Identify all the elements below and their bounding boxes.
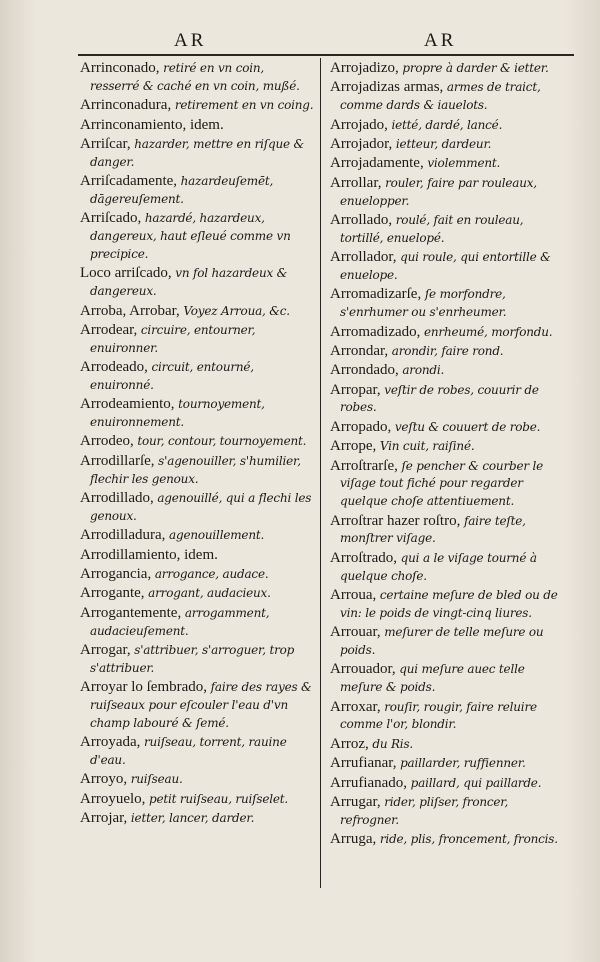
dictionary-entry [80, 734, 316, 770]
entry-translation: ietté, dardé, lancé. [387, 117, 503, 132]
dictionary-entry [330, 419, 568, 437]
dictionary-entry [330, 60, 568, 78]
dictionary-entry [330, 249, 568, 285]
entry-headword: Arropar, [330, 381, 381, 398]
entry-headword: Arruga, [330, 831, 377, 848]
dictionary-entry [80, 547, 316, 565]
entry-translation: rider, pliſser, froncer, refrogner. [340, 794, 509, 827]
entry-translation: paillarder, ruffienner. [396, 756, 526, 771]
entry-headword: Arrojadamente, [330, 155, 424, 172]
entry-headword: Arroyar lo ſembrado, [80, 679, 208, 696]
entry-translation: arrogant, audacieux. [144, 586, 271, 601]
dictionary-entry [80, 210, 316, 263]
entry-translation: veſtu & couuert de robe. [391, 419, 541, 434]
dictionary-entry [330, 382, 568, 418]
entry-translation: ruiſseau, torrent, rauine d'eau. [90, 735, 287, 767]
entry-translation: ietteur, dardeur. [392, 136, 492, 151]
column-divider [320, 58, 321, 888]
dictionary-entry [80, 97, 316, 115]
entry-translation: hazardé, hazardeux, dangereux, haut eſleué comme vn precipice. [90, 211, 291, 261]
dictionary-entry [330, 155, 568, 173]
dictionary-entry [330, 755, 568, 773]
entry-headword: Arroba, Arrobar, [80, 302, 180, 319]
entry-translation: ietter, lancer, darder. [127, 811, 255, 826]
entry-translation: agenouillé, qui a flechi les genoux. [90, 491, 312, 523]
entry-headword: Arrogante, [80, 585, 145, 602]
dictionary-entry [330, 513, 568, 549]
entry-headword: Arrinconamiento, idem. [80, 116, 224, 133]
entry-headword: Arromadizado, [330, 323, 421, 340]
entry-translation: Voyez Arroua, &c. [179, 303, 290, 318]
dictionary-entry [330, 438, 568, 456]
entry-translation: armes de traict, comme dards & iauelots. [340, 80, 541, 113]
entry-translation: agenouillement. [165, 528, 265, 543]
entry-translation: du Ris. [368, 736, 414, 751]
dictionary-entry [80, 605, 316, 641]
entry-translation: violemment. [423, 156, 501, 171]
dictionary-entry [330, 212, 568, 248]
entry-headword: Arroua, [330, 587, 377, 603]
dictionary-entry [80, 453, 316, 489]
entry-headword: Arrinconado, [80, 60, 160, 76]
dictionary-entry [80, 173, 316, 209]
entry-headword: Arroyada, [80, 734, 141, 751]
entry-translation: arrogance, audace. [151, 567, 269, 582]
entry-headword: Arrondado, [330, 362, 399, 379]
entry-translation: arondir, faire rond. [388, 343, 504, 358]
dictionary-entry [330, 587, 568, 623]
entry-headword: Arriſcado, [80, 210, 142, 227]
entry-translation: propre à darder & ietter. [398, 61, 549, 75]
entry-headword: Arrollar, [330, 174, 382, 191]
dictionary-entry [330, 550, 568, 586]
entry-headword: Arrogantemente, [80, 604, 182, 621]
dictionary-entry [80, 527, 316, 545]
entry-translation: arondi. [398, 363, 445, 378]
entry-translation: hazarder, mettre en riſque & danger. [90, 136, 305, 169]
entry-translation: arrogamment, audacieuſement. [90, 605, 270, 638]
dictionary-entry [330, 736, 568, 754]
header-left-letters: AR [174, 30, 207, 51]
entry-headword: Arromadizarſe, [330, 286, 422, 303]
entry-translation: certaine meſure de bled ou de vin: le poids de vingt-cinq liures. [340, 588, 558, 620]
entry-headword: Arroſtrarſe, [330, 457, 398, 474]
entry-headword: Arroſtrado, [330, 549, 398, 566]
entry-translation: rouſir, rougir, faire reluire comme l'or, blondir. [340, 699, 537, 732]
entry-translation: ſe pencher & courber le viſage tout fiché pour regarder quelque choſe attentiuement. [340, 458, 544, 509]
entry-translation: paillard, qui paillarde. [407, 775, 542, 790]
entry-headword: Arrogar, [80, 641, 131, 658]
dictionary-entry [80, 359, 316, 395]
entry-translation: retirement en vn coing. [171, 98, 314, 113]
dictionary-entry [80, 585, 316, 603]
dictionary-entry [80, 60, 316, 96]
dictionary-entry [80, 566, 316, 584]
entry-headword: Arroſtrar hazer roſtro, [330, 512, 461, 529]
dictionary-entry [330, 661, 568, 697]
dictionary-entry [330, 117, 568, 135]
entry-headword: Arroz, [330, 735, 369, 752]
entry-headword: Loco arriſcado, [80, 265, 172, 282]
entry-headword: Arrinconadura, [80, 97, 172, 114]
right-column [330, 60, 568, 851]
entry-translation: qui a le viſage tourné à quelque choſe. [340, 550, 537, 583]
dictionary-entry [80, 433, 316, 451]
entry-translation: ride, plis, froncement, froncis. [376, 832, 558, 847]
entry-translation: veſtir de robes, couurir de robes. [340, 382, 539, 415]
entry-translation: roulé, fait en rouleau, tortillé, enuelopé. [340, 212, 524, 245]
entry-translation: ruiſseau. [127, 772, 183, 787]
entry-headword: Arrufianar, [330, 755, 397, 772]
entry-headword: Arrodeo, [80, 433, 134, 450]
entry-headword: Arrojadizo, [330, 60, 399, 76]
entry-translation: meſurer de telle meſure ou poids. [340, 625, 544, 657]
entry-headword: Arrojador, [330, 135, 393, 152]
dictionary-entry [330, 286, 568, 322]
dictionary-entry [80, 117, 316, 135]
dictionary-entry [330, 324, 568, 342]
dictionary-entry [80, 265, 316, 301]
entry-translation: rouler, faire par rouleaux, enuelopper. [340, 175, 537, 208]
entry-headword: Arroxar, [330, 698, 381, 715]
entry-translation: retiré en vn coin, resserré & caché en vn coin, mußé. [90, 61, 300, 93]
dictionary-entry [330, 175, 568, 211]
dictionary-entry [80, 303, 316, 321]
entry-headword: Arropado, [330, 418, 392, 435]
entry-headword: Arrodeamiento, [80, 396, 175, 413]
dictionary-entry [80, 136, 316, 172]
entry-headword: Arrodilladura, [80, 527, 166, 544]
entry-headword: Arrojadizas armas, [330, 79, 444, 96]
dictionary-entry [330, 624, 568, 660]
entry-headword: Arrouar, [330, 624, 381, 641]
dictionary-entry [330, 136, 568, 154]
dictionary-entry [330, 699, 568, 735]
dictionary-entry [80, 490, 316, 526]
entry-headword: Arrodear, [80, 321, 138, 338]
running-header [78, 30, 574, 52]
entry-translation: tour, contour, tournoyement. [133, 434, 307, 449]
entry-translation: faire des rayes & ruiſseaux pour eſcouler l'eau d'vn champ labouré & ſemé. [90, 680, 312, 730]
entry-headword: Arrondar, [330, 342, 389, 359]
entry-translation: s'agenouiller, s'humilier, flechir les genoux. [90, 453, 301, 486]
entry-headword: Arrodillarſe, [80, 452, 155, 469]
entry-translation: qui roule, qui entortille & enuelope. [340, 250, 551, 282]
dictionary-entry [80, 396, 316, 432]
dictionary-entry [80, 810, 316, 828]
entry-headword: Arrogancia, [80, 566, 152, 583]
entry-headword: Arrodillado, [80, 490, 154, 507]
dictionary-entry [330, 362, 568, 380]
dictionary-entry [330, 794, 568, 830]
entry-translation: ſe morfondre, s'enrhumer ou s'enrheumer. [340, 287, 507, 320]
dictionary-entry [80, 679, 316, 732]
entry-headword: Arrufianado, [330, 774, 408, 791]
dictionary-entry [330, 831, 568, 849]
left-column [80, 60, 316, 830]
entry-translation: faire teſte, monſtrer viſage. [340, 513, 526, 546]
dictionary-entry [330, 79, 568, 115]
entry-translation: circuit, entourné, enuironné. [90, 360, 254, 392]
entry-translation: tournoyement, enuironnement. [90, 397, 265, 430]
entry-headword: Arrodeado, [80, 359, 148, 376]
entry-headword: Arrugar, [330, 793, 381, 810]
entry-translation: circuire, entourner, enuironner. [90, 322, 256, 355]
entry-headword: Arriſcar, [80, 135, 131, 152]
entry-headword: Arrodillamiento, idem. [80, 546, 218, 563]
dictionary-entry [80, 642, 316, 678]
entry-translation: vn fol hazardeux & dangereux. [90, 266, 288, 299]
entry-headword: Arrope, [330, 438, 377, 455]
entry-translation: petit ruiſseau, ruiſselet. [145, 791, 288, 806]
entry-translation: enrheumé, morfondu. [420, 324, 553, 339]
entry-translation: s'attribuer, s'arroguer, trop s'attribuer. [90, 642, 295, 675]
entry-headword: Arroyuelo, [80, 790, 146, 807]
header-right-letters: AR [424, 30, 457, 51]
dictionary-entry [330, 343, 568, 361]
entry-headword: Arrollado, [330, 211, 393, 228]
entry-headword: Arrouador, [330, 661, 396, 678]
entry-translation: Vin cuit, raiſiné. [376, 439, 475, 454]
dictionary-entry [80, 322, 316, 358]
dictionary-entry [80, 771, 316, 789]
entry-headword: Arroyo, [80, 771, 128, 788]
entry-translation: qui meſure auec telle meſure & poids. [340, 662, 525, 695]
entry-translation: hazardeuſemēt, dāgereuſement. [90, 174, 274, 206]
dictionary-entry [80, 791, 316, 809]
dictionary-entry [330, 775, 568, 793]
entry-headword: Arriſcadamente, [80, 173, 178, 190]
entry-headword: Arrojar, [80, 810, 128, 827]
dictionary-entry [330, 458, 568, 511]
entry-headword: Arrojado, [330, 116, 388, 133]
entry-headword: Arrollador, [330, 249, 397, 266]
header-rule [78, 54, 574, 56]
